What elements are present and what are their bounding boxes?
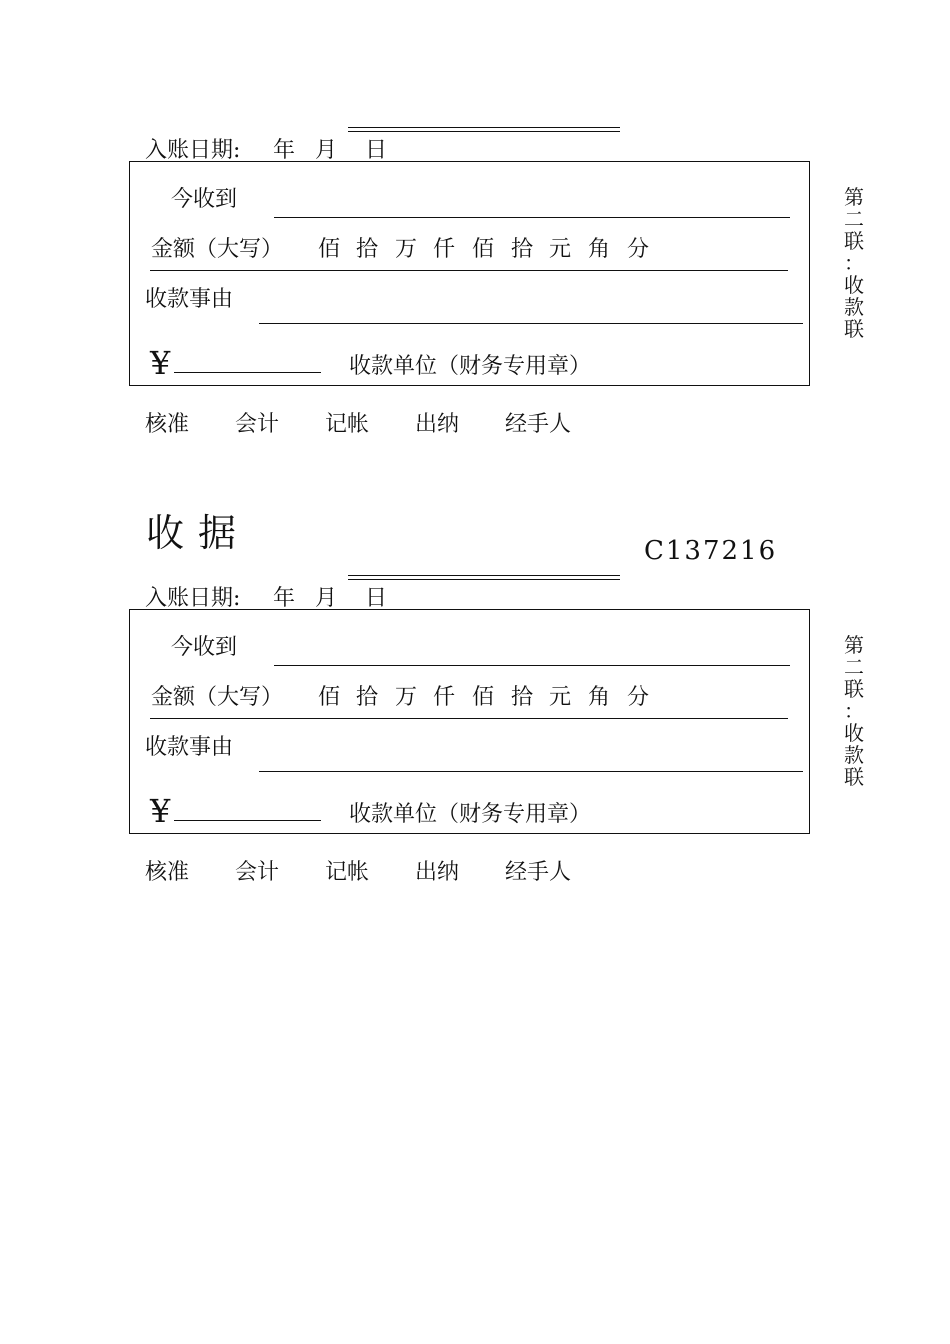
unit-seal-label: 收款单位（财务专用章）: [349, 802, 592, 827]
cashier-label: 出纳: [415, 860, 460, 885]
unit-wan: 万: [395, 685, 418, 710]
handler-label: 经手人: [505, 860, 572, 885]
copy-note: [843, 634, 865, 788]
copy-note-char: 第: [844, 185, 864, 209]
amount-label: 金额（大写）: [151, 685, 284, 710]
reason-field[interactable]: [259, 323, 803, 324]
yen-symbol: ¥: [150, 344, 171, 382]
reason-label: 收款事由: [145, 735, 234, 760]
received-from-label: 今收到: [171, 187, 238, 212]
unit-jiao: 角: [588, 685, 611, 710]
copy-note-char: 联: [844, 317, 864, 341]
accountant-label: 会计: [235, 860, 280, 885]
entry-date-label: 入账日期:: [145, 586, 241, 611]
copy-note-char: 第: [844, 633, 864, 657]
copy-note-char: 二: [844, 655, 864, 679]
unit-seal-label: 收款单位（财务专用章）: [349, 354, 592, 379]
entry-date-label: 入账日期:: [145, 138, 241, 163]
yen-amount-field[interactable]: [174, 372, 321, 373]
copy-note-char: 联: [844, 765, 864, 789]
yen-symbol: ¥: [150, 792, 171, 830]
handler-label: 经手人: [505, 412, 572, 437]
receipt-1: [0, 0, 950, 450]
copy-note-char: 款: [844, 295, 864, 319]
unit-bai-1: 佰: [318, 237, 341, 262]
yen-amount-field[interactable]: [174, 820, 321, 821]
approver-label: 核准: [145, 860, 190, 885]
unit-shi-2: 拾: [511, 685, 534, 710]
reason-field[interactable]: [259, 771, 803, 772]
copy-note-char: 收: [844, 273, 864, 297]
receipt-2: [0, 448, 950, 898]
unit-fen: 分: [627, 685, 650, 710]
bookkeeper-label: 记帐: [325, 860, 370, 885]
copy-note: [843, 186, 865, 340]
entry-date-day: 日: [365, 586, 388, 611]
unit-qian: 仟: [433, 237, 456, 262]
unit-shi-2: 拾: [511, 237, 534, 262]
entry-date-day: 日: [365, 138, 388, 163]
title-double-underline: [348, 575, 620, 580]
unit-shi-1: 拾: [356, 237, 379, 262]
unit-bai-2: 佰: [472, 685, 495, 710]
copy-note-char: 二: [844, 207, 864, 231]
unit-wan: 万: [395, 237, 418, 262]
amount-label: 金额（大写）: [151, 237, 284, 262]
copy-note-char: 收: [844, 721, 864, 745]
amount-field[interactable]: [150, 718, 788, 719]
cashier-label: 出纳: [415, 412, 460, 437]
unit-shi-1: 拾: [356, 685, 379, 710]
copy-note-char: ：: [844, 251, 864, 275]
entry-date-month: 月: [315, 586, 338, 611]
copy-note-char: ：: [844, 699, 864, 723]
accountant-label: 会计: [235, 412, 280, 437]
received-from-label: 今收到: [171, 635, 238, 660]
receipt-title: 收据: [146, 511, 251, 555]
entry-date-year: 年: [273, 586, 296, 611]
reason-label: 收款事由: [145, 287, 234, 312]
entry-date-year: 年: [273, 138, 296, 163]
unit-yuan: 元: [549, 237, 572, 262]
unit-bai-1: 佰: [318, 685, 341, 710]
amount-field[interactable]: [150, 270, 788, 271]
unit-jiao: 角: [588, 237, 611, 262]
approver-label: 核准: [145, 412, 190, 437]
serial-number: C137216: [644, 536, 778, 566]
entry-date-month: 月: [315, 138, 338, 163]
received-from-field[interactable]: [274, 217, 790, 218]
title-double-underline: [348, 127, 620, 132]
unit-yuan: 元: [549, 685, 572, 710]
bookkeeper-label: 记帐: [325, 412, 370, 437]
copy-note-char: 联: [844, 229, 864, 253]
copy-note-char: 联: [844, 677, 864, 701]
unit-qian: 仟: [433, 685, 456, 710]
unit-fen: 分: [627, 237, 650, 262]
copy-note-char: 款: [844, 743, 864, 767]
unit-bai-2: 佰: [472, 237, 495, 262]
received-from-field[interactable]: [274, 665, 790, 666]
